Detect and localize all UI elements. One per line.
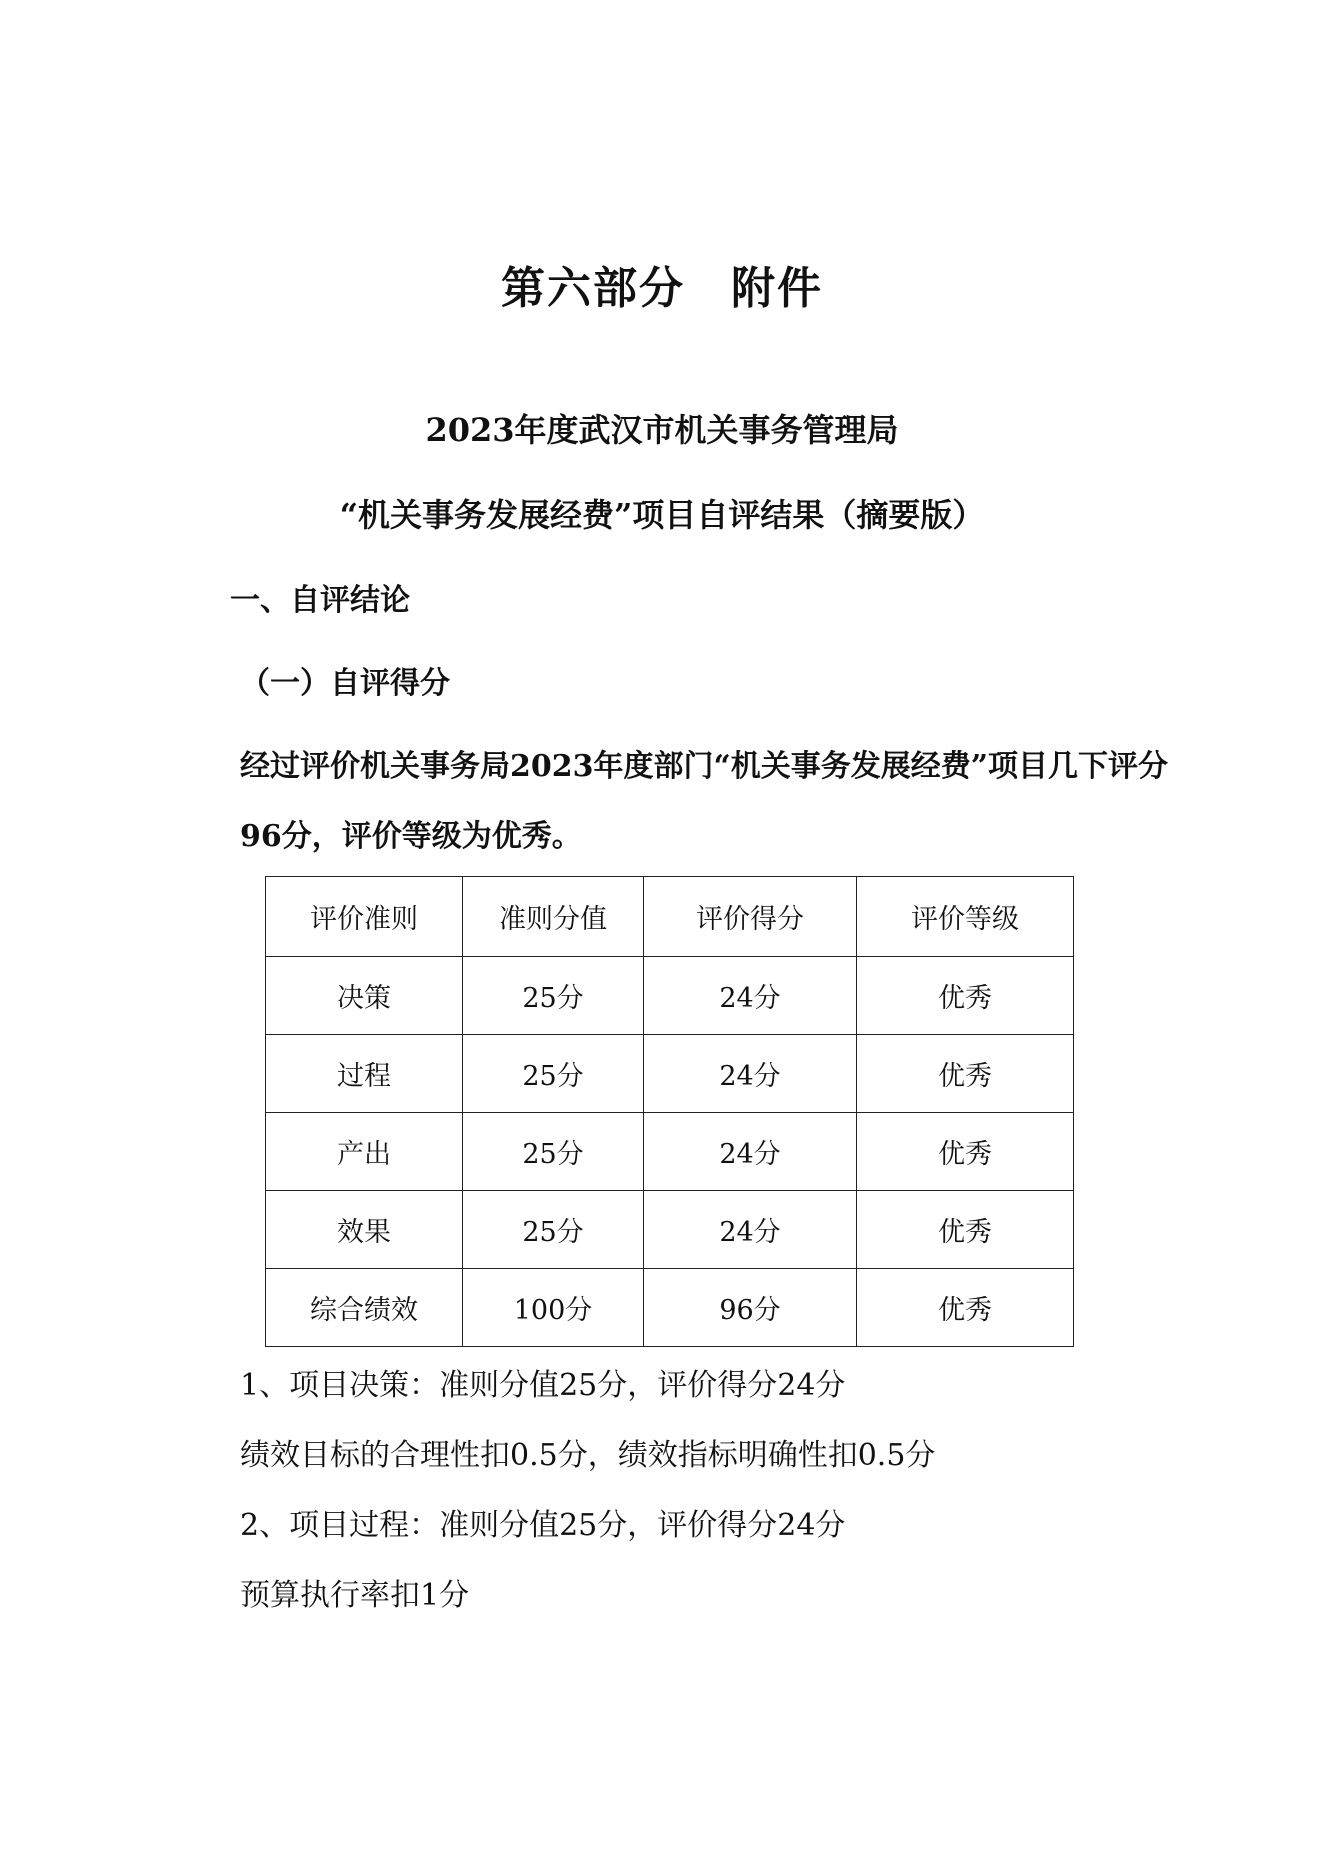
document-title-line2: “机关事务发展经费”项目自评结果（摘要版） — [339, 496, 985, 534]
score-table — [265, 876, 1074, 1347]
table-header-cell: 评价等级 — [857, 877, 1074, 957]
table-cell: 25分 — [463, 1035, 644, 1113]
table-cell: 产出 — [266, 1113, 463, 1191]
table-cell: 过程 — [266, 1035, 463, 1113]
section-heading: 一、自评结论 — [230, 583, 410, 618]
note-line: 2、项目过程：准则分值25分，评价得分24分 — [240, 1508, 846, 1543]
subsection-heading: （一）自评得分 — [240, 666, 450, 701]
table-cell: 24分 — [644, 1113, 857, 1191]
table-header-cell: 评价准则 — [266, 877, 463, 957]
table-row — [266, 957, 1074, 1035]
note-line: 预算执行率扣1分 — [240, 1578, 470, 1613]
table-cell: 优秀 — [857, 957, 1074, 1035]
table-header-cell: 评价得分 — [644, 877, 857, 957]
table-cell: 96分 — [644, 1269, 857, 1347]
conclusion-paragraph — [178, 732, 1168, 872]
table-cell: 决策 — [266, 957, 463, 1035]
table-row — [266, 1191, 1074, 1269]
table-cell: 25分 — [463, 1113, 644, 1191]
table-cell: 100分 — [463, 1269, 644, 1347]
table-cell: 优秀 — [857, 1035, 1074, 1113]
table-cell: 优秀 — [857, 1191, 1074, 1269]
part-title: 第六部分 附件 — [501, 263, 823, 314]
document-title-line1: 2023年度武汉市机关事务管理局 — [425, 411, 899, 449]
table-cell: 综合绩效 — [266, 1269, 463, 1347]
table-header-cell: 准则分值 — [463, 877, 644, 957]
table-cell: 25分 — [463, 957, 644, 1035]
table-cell: 24分 — [644, 1191, 857, 1269]
table-cell: 优秀 — [857, 1269, 1074, 1347]
table-cell: 24分 — [644, 1035, 857, 1113]
conclusion-paragraph-text: 经过评价机关事务局2023年度部门“机关事务发展经费”项目几下评分96分，评价等级为优秀。 — [240, 749, 1169, 854]
note-line: 1、项目决策：准则分值25分，评价得分24分 — [240, 1368, 846, 1403]
table-cell: 24分 — [644, 957, 857, 1035]
table-row — [266, 1035, 1074, 1113]
table-cell: 25分 — [463, 1191, 644, 1269]
note-line: 绩效目标的合理性扣0.5分，绩效指标明确性扣0.5分 — [240, 1438, 936, 1473]
table-row — [266, 1269, 1074, 1347]
table-header-row — [266, 877, 1074, 957]
table-cell: 效果 — [266, 1191, 463, 1269]
table-row — [266, 1113, 1074, 1191]
table-cell: 优秀 — [857, 1113, 1074, 1191]
